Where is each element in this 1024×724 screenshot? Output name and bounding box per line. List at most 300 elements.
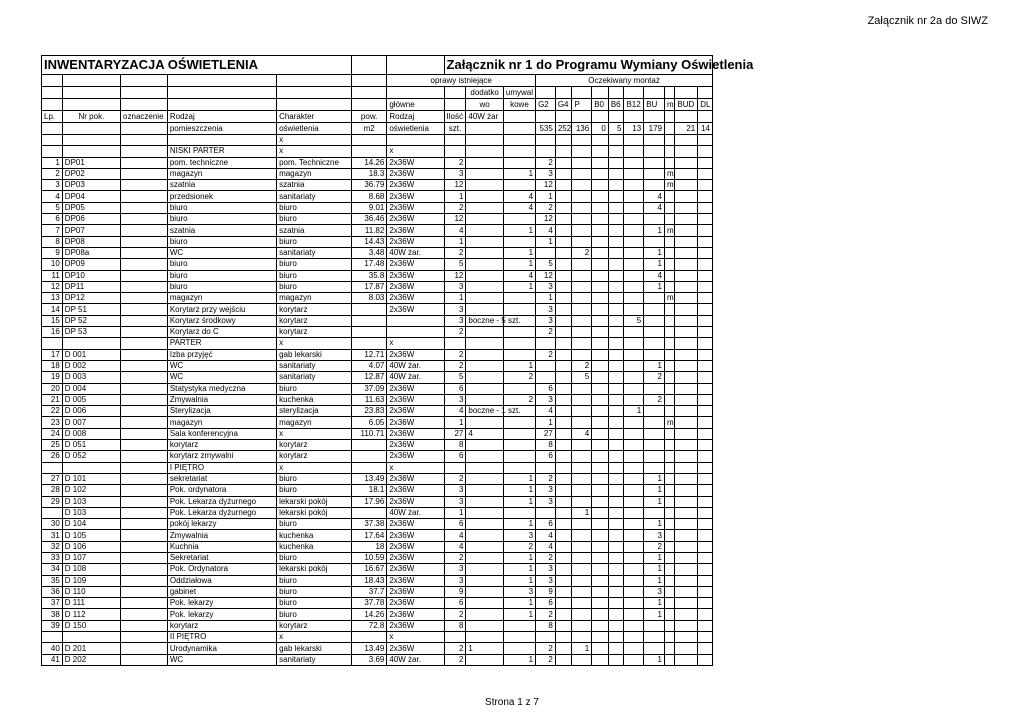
table-cell: D 004 xyxy=(62,383,120,394)
table-cell: 1 xyxy=(503,485,535,496)
table-cell xyxy=(351,451,386,462)
table-cell xyxy=(698,191,713,202)
table-cell: 110.71 xyxy=(351,428,386,439)
table-cell: Pok. Lekarza dyżurnego xyxy=(167,496,276,507)
group-header-row xyxy=(42,75,713,87)
table-cell: D 101 xyxy=(62,473,120,484)
table-cell: 2 xyxy=(572,247,592,258)
table-cell xyxy=(664,462,674,473)
table-cell xyxy=(592,406,609,417)
table-cell: 5 xyxy=(444,259,466,270)
table-cell xyxy=(536,462,556,473)
table-cell: 1 xyxy=(503,654,535,665)
table-cell xyxy=(664,485,674,496)
table-cell xyxy=(608,530,624,541)
table-cell xyxy=(121,394,168,405)
table-cell xyxy=(608,247,624,258)
title-row xyxy=(42,56,713,75)
table-cell xyxy=(351,462,386,473)
table-cell: magazyn xyxy=(167,168,276,179)
table-cell xyxy=(664,214,674,225)
table-cell xyxy=(555,349,572,360)
table-cell: 40W żar. xyxy=(387,507,444,518)
table-cell: D 108 xyxy=(62,564,120,575)
table-row xyxy=(42,202,713,213)
table-cell xyxy=(555,236,572,247)
table-cell xyxy=(572,654,592,665)
table-cell: DP09 xyxy=(62,259,120,270)
table-cell xyxy=(608,552,624,563)
table-cell xyxy=(121,259,168,270)
table-cell: 8.68 xyxy=(351,191,386,202)
table-cell xyxy=(664,654,674,665)
table-cell: 1 xyxy=(644,598,665,609)
table-cell xyxy=(624,304,644,315)
table-cell: 2 xyxy=(536,654,556,665)
table-cell xyxy=(592,259,609,270)
table-cell: Korytarz przy wejściu xyxy=(167,304,276,315)
table-cell: 7 xyxy=(42,225,63,236)
table-cell xyxy=(466,609,503,620)
table-cell: 2 xyxy=(644,541,665,552)
table-cell xyxy=(698,406,713,417)
table-cell xyxy=(698,473,713,484)
table-cell xyxy=(644,168,665,179)
table-cell: D 008 xyxy=(62,428,120,439)
table-cell xyxy=(387,315,444,326)
table-cell: magazyn xyxy=(277,417,352,428)
table-cell xyxy=(555,417,572,428)
table-cell: 8 xyxy=(444,620,466,631)
table-cell xyxy=(608,191,624,202)
table-row xyxy=(42,485,713,496)
table-cell: 2x36W xyxy=(387,440,444,451)
table-cell xyxy=(387,135,444,146)
table-row xyxy=(42,586,713,597)
table-cell xyxy=(387,327,444,338)
table-cell: 1 xyxy=(444,507,466,518)
table-cell: boczne - 5 szt. xyxy=(466,315,503,326)
table-cell xyxy=(624,462,644,473)
table-cell: biuro xyxy=(167,214,276,225)
table-cell: biuro xyxy=(277,473,352,484)
table-cell xyxy=(466,473,503,484)
table-cell: 4 xyxy=(536,541,556,552)
table-cell: 2 xyxy=(536,552,556,563)
table-row xyxy=(42,236,713,247)
table-cell: 2x36W xyxy=(387,428,444,439)
table-cell: pokój lekarzy xyxy=(167,519,276,530)
inventory-sheet xyxy=(41,55,754,666)
table-cell xyxy=(466,304,503,315)
table-cell xyxy=(503,293,535,304)
table-cell xyxy=(608,270,624,281)
table-cell xyxy=(466,270,503,281)
table-cell: sanitariaty xyxy=(277,654,352,665)
table-cell xyxy=(644,338,665,349)
table-cell xyxy=(608,586,624,597)
table-cell: 26 xyxy=(42,451,63,462)
table-cell xyxy=(555,643,572,654)
table-cell: 29 xyxy=(42,496,63,507)
table-cell: 17.87 xyxy=(351,281,386,292)
table-cell xyxy=(572,135,592,146)
table-cell: 30 xyxy=(42,519,63,530)
hdr-40w: 40W żar xyxy=(466,111,503,123)
hdr-m: m xyxy=(664,99,674,111)
table-row xyxy=(42,406,713,417)
table-cell: Pok. lekarzy xyxy=(167,609,276,620)
table-cell xyxy=(121,417,168,428)
table-row xyxy=(42,349,713,360)
table-cell: DP12 xyxy=(62,293,120,304)
table-cell xyxy=(466,191,503,202)
table-cell: 18 xyxy=(351,541,386,552)
table-cell xyxy=(698,417,713,428)
hdr-pow: pow. xyxy=(351,111,386,123)
table-cell xyxy=(536,135,556,146)
table-cell: sekretariat xyxy=(167,473,276,484)
table-cell xyxy=(664,541,674,552)
table-cell xyxy=(121,202,168,213)
total-bud: 21 xyxy=(675,123,698,135)
table-cell: x xyxy=(387,146,444,157)
table-cell: 1 xyxy=(624,406,644,417)
table-cell: D 106 xyxy=(62,541,120,552)
table-cell xyxy=(555,383,572,394)
table-cell: 4 xyxy=(444,530,466,541)
table-cell: 31 xyxy=(42,530,63,541)
table-cell xyxy=(592,225,609,236)
table-cell xyxy=(608,360,624,371)
table-cell xyxy=(555,304,572,315)
table-cell xyxy=(555,338,572,349)
table-cell: 14.26 xyxy=(351,609,386,620)
table-cell xyxy=(698,225,713,236)
table-cell xyxy=(624,202,644,213)
table-cell xyxy=(121,214,168,225)
table-cell: x xyxy=(387,632,444,643)
table-cell xyxy=(675,293,698,304)
table-cell: 24 xyxy=(42,428,63,439)
table-cell xyxy=(466,541,503,552)
table-cell xyxy=(624,473,644,484)
table-cell: 28 xyxy=(42,485,63,496)
table-cell: Statystyka medyczna xyxy=(167,383,276,394)
table-cell xyxy=(624,428,644,439)
table-cell xyxy=(698,315,713,326)
table-cell xyxy=(555,451,572,462)
table-cell xyxy=(608,338,624,349)
table-cell xyxy=(608,225,624,236)
table-cell: biuro xyxy=(167,236,276,247)
table-cell xyxy=(351,315,386,326)
table-cell xyxy=(624,327,644,338)
table-cell xyxy=(555,473,572,484)
table-cell xyxy=(608,315,624,326)
table-cell: 3 xyxy=(444,394,466,405)
table-cell xyxy=(42,135,63,146)
table-cell: D 005 xyxy=(62,394,120,405)
table-cell: magazyn xyxy=(277,168,352,179)
table-cell xyxy=(466,654,503,665)
table-cell: 17.64 xyxy=(351,530,386,541)
table-cell xyxy=(624,214,644,225)
table-cell xyxy=(608,146,624,157)
table-cell: DP01 xyxy=(62,157,120,168)
table-cell: 3 xyxy=(536,394,556,405)
table-cell xyxy=(698,428,713,439)
table-cell: 2x36W xyxy=(387,519,444,530)
table-cell: 8.03 xyxy=(351,293,386,304)
table-cell: 37.78 xyxy=(351,598,386,609)
table-row xyxy=(42,157,713,168)
table-cell xyxy=(592,575,609,586)
table-cell: D 201 xyxy=(62,643,120,654)
hdr-m2: m2 xyxy=(351,123,386,135)
hdr-g2: G2 xyxy=(536,99,556,111)
table-cell xyxy=(644,383,665,394)
table-cell xyxy=(644,428,665,439)
table-cell xyxy=(664,135,674,146)
table-cell: 1 xyxy=(503,281,535,292)
table-cell: Kuchnia xyxy=(167,541,276,552)
table-cell: 1 xyxy=(572,643,592,654)
table-cell xyxy=(675,180,698,191)
table-cell xyxy=(121,135,168,146)
table-cell: 18.1 xyxy=(351,485,386,496)
table-cell xyxy=(121,360,168,371)
table-cell: 11.82 xyxy=(351,225,386,236)
table-cell xyxy=(167,135,276,146)
table-cell: DP08 xyxy=(62,236,120,247)
table-cell: 2 xyxy=(444,552,466,563)
table-cell: 2x36W xyxy=(387,620,444,631)
table-cell xyxy=(698,372,713,383)
table-cell: 17.48 xyxy=(351,259,386,270)
table-cell: 19 xyxy=(42,372,63,383)
table-cell xyxy=(592,451,609,462)
table-cell xyxy=(664,519,674,530)
table-cell xyxy=(572,202,592,213)
table-cell xyxy=(675,338,698,349)
table-cell: 27 xyxy=(536,428,556,439)
hdr-umywalkowe-b: kowe xyxy=(503,99,535,111)
table-cell: biuro xyxy=(277,236,352,247)
table-cell: x xyxy=(277,146,352,157)
table-cell xyxy=(121,519,168,530)
table-cell xyxy=(675,157,698,168)
table-cell xyxy=(592,541,609,552)
table-cell: Pok. Ordynatora xyxy=(167,564,276,575)
table-cell xyxy=(592,191,609,202)
table-cell xyxy=(503,327,535,338)
table-cell: 2 xyxy=(572,360,592,371)
table-cell xyxy=(664,383,674,394)
table-cell: 13.49 xyxy=(351,643,386,654)
table-cell: 1 xyxy=(536,293,556,304)
table-cell: 1 xyxy=(444,417,466,428)
table-cell xyxy=(644,146,665,157)
table-cell xyxy=(664,394,674,405)
hdr-oswietlenia: oświetlenia xyxy=(277,123,352,135)
table-cell xyxy=(572,473,592,484)
table-cell xyxy=(644,135,665,146)
table-cell: 2 xyxy=(503,541,535,552)
table-cell: 4 xyxy=(503,191,535,202)
table-cell xyxy=(644,304,665,315)
table-cell xyxy=(466,620,503,631)
table-cell: 3 xyxy=(644,586,665,597)
table-cell: 1 xyxy=(444,191,466,202)
table-cell: 2x36W xyxy=(387,236,444,247)
table-cell: 40W żar. xyxy=(387,654,444,665)
table-cell: D 103 xyxy=(62,507,120,518)
table-cell xyxy=(121,575,168,586)
table-cell: pom. techniczne xyxy=(167,157,276,168)
table-cell xyxy=(592,372,609,383)
table-cell xyxy=(555,168,572,179)
table-cell xyxy=(121,191,168,202)
table-cell: m xyxy=(664,225,674,236)
hdr-pomieszczenia: pomieszczenia xyxy=(167,123,276,135)
table-cell: 3 xyxy=(444,496,466,507)
table-cell: korytarz xyxy=(277,304,352,315)
table-cell: 6 xyxy=(536,451,556,462)
table-cell xyxy=(675,214,698,225)
table-cell: 36.46 xyxy=(351,214,386,225)
table-cell xyxy=(698,485,713,496)
title-spacer xyxy=(351,56,386,75)
table-cell: biuro xyxy=(167,270,276,281)
table-cell: 40W żar. xyxy=(387,247,444,258)
table-cell xyxy=(121,632,168,643)
table-cell: 4 xyxy=(503,202,535,213)
table-cell xyxy=(675,496,698,507)
table-cell xyxy=(675,406,698,417)
table-cell xyxy=(555,406,572,417)
table-cell xyxy=(624,372,644,383)
table-cell xyxy=(664,360,674,371)
table-cell xyxy=(624,180,644,191)
table-row xyxy=(42,281,713,292)
table-cell xyxy=(608,372,624,383)
table-cell xyxy=(121,338,168,349)
table-cell xyxy=(592,598,609,609)
table-cell xyxy=(592,473,609,484)
table-cell: 2x36W xyxy=(387,180,444,191)
hdr-b12: B12 xyxy=(624,99,644,111)
table-cell: 1 xyxy=(644,259,665,270)
table-cell xyxy=(644,236,665,247)
table-cell xyxy=(624,598,644,609)
table-cell: 12 xyxy=(536,214,556,225)
table-cell: 34 xyxy=(42,564,63,575)
table-cell: 11 xyxy=(42,270,63,281)
table-cell xyxy=(608,440,624,451)
table-cell xyxy=(675,462,698,473)
table-cell xyxy=(572,349,592,360)
table-cell xyxy=(592,247,609,258)
table-cell xyxy=(121,620,168,631)
table-cell xyxy=(608,327,624,338)
table-cell xyxy=(592,586,609,597)
table-cell: korytarz xyxy=(277,620,352,631)
table-cell: Pok. ordynatora xyxy=(167,485,276,496)
table-cell xyxy=(644,157,665,168)
table-cell xyxy=(664,496,674,507)
table-cell: 1 xyxy=(644,485,665,496)
total-g2: 535 xyxy=(536,123,556,135)
table-cell: 2 xyxy=(444,157,466,168)
table-cell xyxy=(664,338,674,349)
hdr-oswietlenia-2: oświetlenia xyxy=(387,123,444,135)
table-cell: 36.79 xyxy=(351,180,386,191)
table-cell xyxy=(592,440,609,451)
table-cell xyxy=(675,609,698,620)
table-cell xyxy=(644,462,665,473)
table-row xyxy=(42,507,713,518)
table-cell: 2x36W xyxy=(387,191,444,202)
table-cell: 14.43 xyxy=(351,236,386,247)
table-cell xyxy=(675,236,698,247)
table-cell xyxy=(698,632,713,643)
table-cell xyxy=(675,586,698,597)
table-cell: magazyn xyxy=(167,293,276,304)
table-cell: m xyxy=(664,293,674,304)
table-cell xyxy=(675,473,698,484)
table-cell xyxy=(675,225,698,236)
table-cell xyxy=(608,496,624,507)
table-cell: 4 xyxy=(536,406,556,417)
table-cell xyxy=(42,507,63,518)
table-cell xyxy=(698,552,713,563)
table-cell xyxy=(698,157,713,168)
table-cell xyxy=(466,383,503,394)
table-cell xyxy=(62,135,120,146)
table-cell: 13.49 xyxy=(351,473,386,484)
table-cell: 12 xyxy=(536,180,556,191)
table-cell xyxy=(121,372,168,383)
table-row xyxy=(42,632,713,643)
table-cell: DP02 xyxy=(62,168,120,179)
table-cell xyxy=(698,293,713,304)
table-cell xyxy=(572,519,592,530)
table-cell: 1 xyxy=(644,473,665,484)
table-cell xyxy=(592,485,609,496)
table-cell xyxy=(572,541,592,552)
table-cell xyxy=(592,236,609,247)
table-cell xyxy=(624,451,644,462)
table-row xyxy=(42,564,713,575)
table-cell xyxy=(572,304,592,315)
table-cell xyxy=(466,586,503,597)
table-cell: 2 xyxy=(536,349,556,360)
table-cell xyxy=(608,620,624,631)
table-cell xyxy=(503,620,535,631)
table-cell: biuro xyxy=(167,281,276,292)
table-row xyxy=(42,530,713,541)
hdr-lp: Lp. xyxy=(42,111,63,123)
table-cell: 12 xyxy=(444,214,466,225)
table-cell xyxy=(466,327,503,338)
table-cell xyxy=(466,202,503,213)
table-cell: 2x36W xyxy=(387,473,444,484)
table-cell xyxy=(572,338,592,349)
table-cell xyxy=(572,214,592,225)
table-cell: 37.09 xyxy=(351,383,386,394)
hdr-nr-pok: Nr pok. xyxy=(62,111,120,123)
